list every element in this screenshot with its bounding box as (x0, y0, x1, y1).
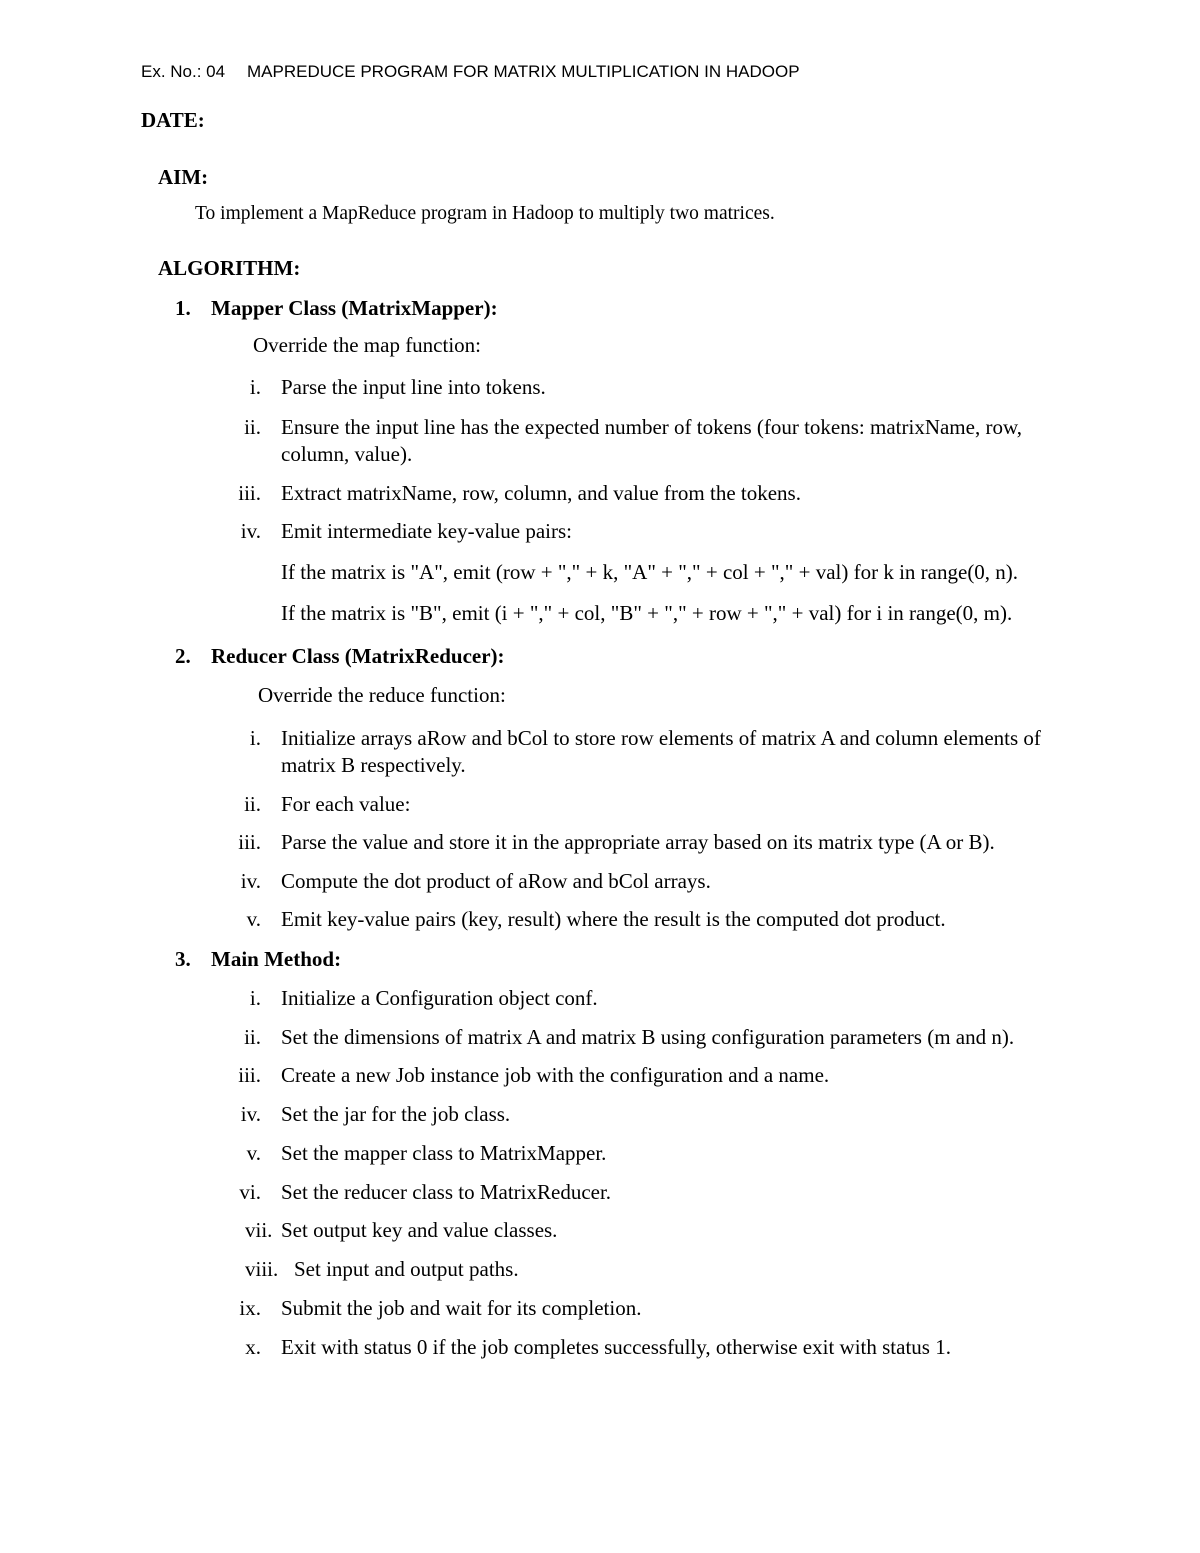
step-marker: iii. (238, 481, 261, 505)
step-marker: vii. (245, 1218, 273, 1242)
step-marker: viii. (245, 1257, 279, 1281)
step-text: Set input and output paths. (294, 1257, 519, 1281)
step-marker: ii. (244, 1025, 261, 1049)
section-title-main: Main Method: (211, 947, 342, 971)
step-marker: v. (246, 907, 261, 931)
step-marker: iv. (240, 519, 261, 543)
section-intro: Override the map function: (253, 333, 482, 357)
emit-rule-b: If the matrix is "B", emit (i + "," + col, "B" + "," + row + "," + val) for i in range(0, m). (281, 601, 1013, 625)
section-number: 1. (175, 296, 191, 320)
step-text: For each value: (281, 792, 411, 816)
step-text-continued: matrix B respectively. (281, 753, 466, 777)
step-text: Parse the value and store it in the appropriate array based on its matrix type (A or B). (281, 830, 995, 854)
step-text: Parse the input line into tokens. (281, 375, 546, 399)
step-marker: ii. (244, 792, 261, 816)
step-marker: vi. (239, 1180, 261, 1204)
step-marker: i. (249, 375, 261, 399)
step-marker: v. (246, 1141, 261, 1165)
algorithm-heading: ALGORITHM: (158, 256, 301, 280)
step-text: Create a new Job instance job with the configuration and a name. (281, 1063, 830, 1087)
step-text: Extract matrixName, row, column, and value from the tokens. (281, 481, 801, 505)
exercise-number: Ex. No.: 04 (141, 62, 226, 81)
step-marker: iv. (240, 1102, 261, 1126)
step-text: Set the mapper class to MatrixMapper. (281, 1141, 607, 1165)
section-number: 3. (175, 947, 191, 971)
step-marker: x. (245, 1335, 261, 1359)
section-number: 2. (175, 644, 191, 668)
step-marker: i. (249, 986, 261, 1010)
step-text: Compute the dot product of aRow and bCol arrays. (281, 869, 711, 893)
emit-rule-a: If the matrix is "A", emit (row + "," + k, "A" + "," + col + "," + val) for k in range(0, n). (281, 560, 1019, 584)
step-marker: ii. (244, 415, 261, 439)
step-text: Initialize arrays aRow and bCol to store row elements of matrix A and column elements of (281, 726, 1041, 750)
aim-heading: AIM: (158, 165, 209, 189)
step-marker: ix. (239, 1296, 261, 1320)
step-text: Emit intermediate key-value pairs: (281, 519, 572, 543)
step-text: Ensure the input line has the expected number of tokens (four tokens: matrixName, row, (281, 415, 1023, 439)
step-marker: iii. (238, 1063, 261, 1087)
step-text: Set the dimensions of matrix A and matrix B using configuration parameters (m and n). (281, 1025, 1015, 1049)
step-marker: iii. (238, 830, 261, 854)
step-text: Emit key-value pairs (key, result) where the result is the computed dot product. (281, 907, 946, 931)
step-marker: i. (249, 726, 261, 750)
step-text: Submit the job and wait for its completion. (281, 1296, 642, 1320)
date-label: DATE: (141, 108, 205, 132)
step-text: Initialize a Configuration object conf. (281, 986, 598, 1010)
step-text: Exit with status 0 if the job completes successfully, otherwise exit with status 1. (281, 1335, 951, 1359)
section-title-reducer: Reducer Class (MatrixReducer): (211, 644, 505, 668)
section-intro: Override the reduce function: (258, 683, 506, 707)
section-title-mapper: Mapper Class (MatrixMapper): (211, 296, 498, 320)
step-text: Set output key and value classes. (281, 1218, 558, 1242)
step-text-continued: column, value). (281, 442, 413, 466)
step-text: Set the reducer class to MatrixReducer. (281, 1180, 612, 1204)
step-text: Set the jar for the job class. (281, 1102, 511, 1126)
aim-text: To implement a MapReduce program in Hadoop to multiply two matrices. (195, 203, 775, 224)
exercise-title: MAPREDUCE PROGRAM FOR MATRIX MULTIPLICATION IN HADOOP (247, 62, 800, 81)
step-marker: iv. (240, 869, 261, 893)
